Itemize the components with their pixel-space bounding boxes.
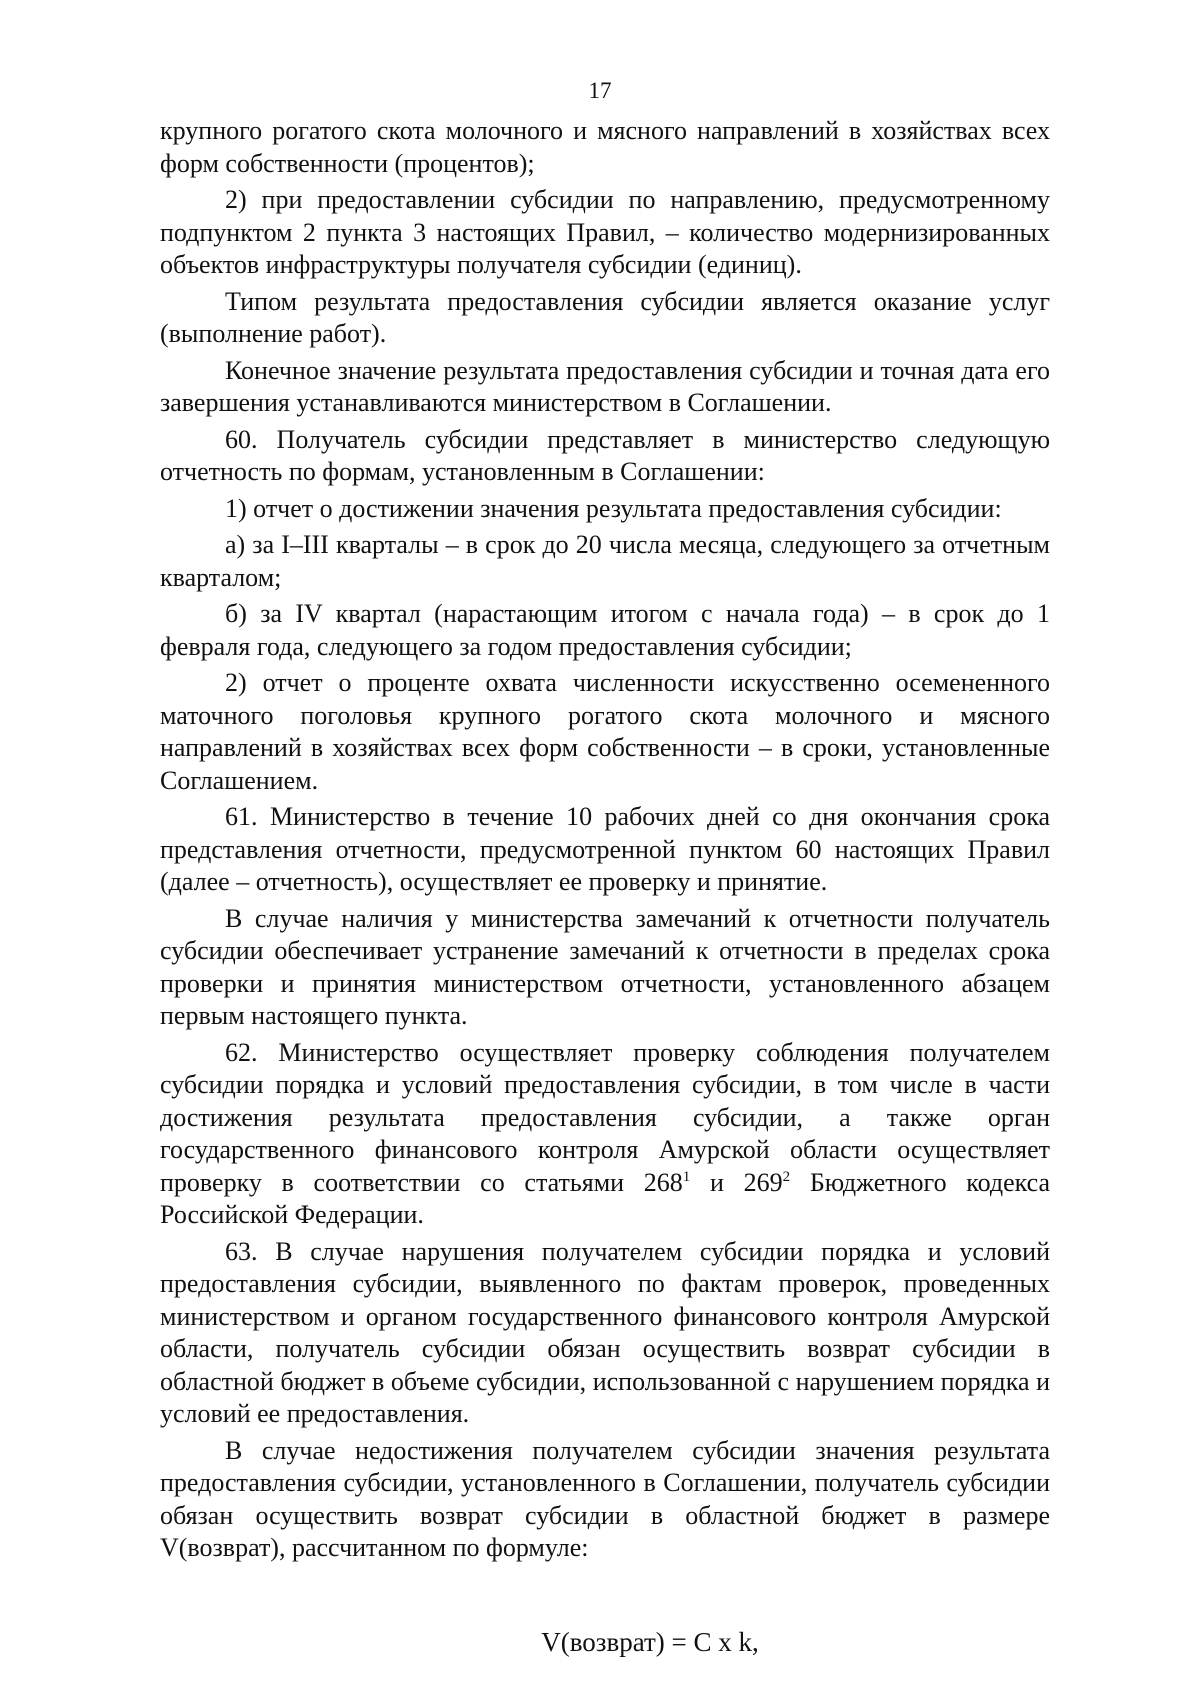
document-body [160,115,1050,1659]
paragraph-text: Бюджетного кодекса Российской Федерации. [160,1167,1050,1229]
paragraph: крупного рогатого скота молочного и мясного направлений в хозяйствах всех форм собственности (процентов); [160,116,1050,178]
paragraph: В случае недостижения получателем субсидии значения результата предоставления субсидии, установленного в Соглашении, получатель субсидии обязан осуществить возврат субсидии в областной бюджет в размере V(возврат), рассчитанном по формуле: [160,1435,1050,1562]
paragraph-text: 62. Министерство осуществляет проверку соблюдения получателем субсидии порядка и условий предоставления субсидии, в том числе в части достижения результата предоставления субсидии, а также орган государственного финансового контроля Амурской области осуществляет проверку в соответствии со статьями 268 [160,1037,1050,1197]
paragraph: а) за I–III кварталы – в срок до 20 числа месяца, следующего за отчетным кварталом; [160,530,1050,592]
superscript: 1 [682,1168,691,1185]
paragraph-text: и 269 [690,1167,783,1197]
superscript: 2 [782,1168,791,1185]
paragraph: 1) отчет о достижении значения результата предоставления субсидии: [225,493,1002,523]
paragraph-item-63: 63. В случае нарушения получателем субсидии порядка и условий предоставления субсидии, выявленного по фактам проверок, проведенных министерством и органом государственного финансового контроля Амурской области, получатель субсидии обязан осуществить возврат субсидии в областной бюджет в объеме субсидии, использованной с нарушением порядка и условий ее предоставления. [160,1236,1050,1428]
paragraph: Конечное значение результата предоставления субсидии и точная дата его завершения устанавливаются министерством в Соглашении. [160,355,1050,417]
paragraph-item-60: 60. Получатель субсидии представляет в министерство следующую отчетность по формам, установленным в Соглашении: [160,424,1050,486]
paragraph-item-61: 61. Министерство в течение 10 рабочих дней со дня окончания срока представления отчетности, предусмотренной пунктом 60 настоящих Правил (далее – отчетность), осуществляет ее проверку и принятие. [160,802,1050,896]
paragraph: б) за IV квартал (нарастающим итогом с начала года) – в срок до 1 февраля года, следующего за годом предоставления субсидии; [160,599,1050,661]
paragraph: 2) отчет о проценте охвата численности искусственно осемененного маточного поголовья крупного рогатого скота молочного и мясного направлений в хозяйствах всех форм собственности – в сроки, установленные Соглашением. [160,668,1050,795]
paragraph: 2) при предоставлении субсидии по направлению, предусмотренному подпунктом 2 пункта 3 настоящих Правил, – количество модернизированных объектов инфраструктуры получателя субсидии (единиц). [160,185,1050,279]
paragraph: Типом результата предоставления субсидии является оказание услуг (выполнение работ). [160,286,1050,348]
paragraph: В случае наличия у министерства замечаний к отчетности получатель субсидии обеспечивает устранение замечаний к отчетности в пределах срока проверки и принятия министерством отчетности, установленного абзацем первым настоящего пункта. [160,903,1050,1030]
formula: V(возврат) = C x k, [541,1626,759,1657]
paragraph-item-62 [160,1037,1050,1232]
page-number: 17 [588,78,612,103]
